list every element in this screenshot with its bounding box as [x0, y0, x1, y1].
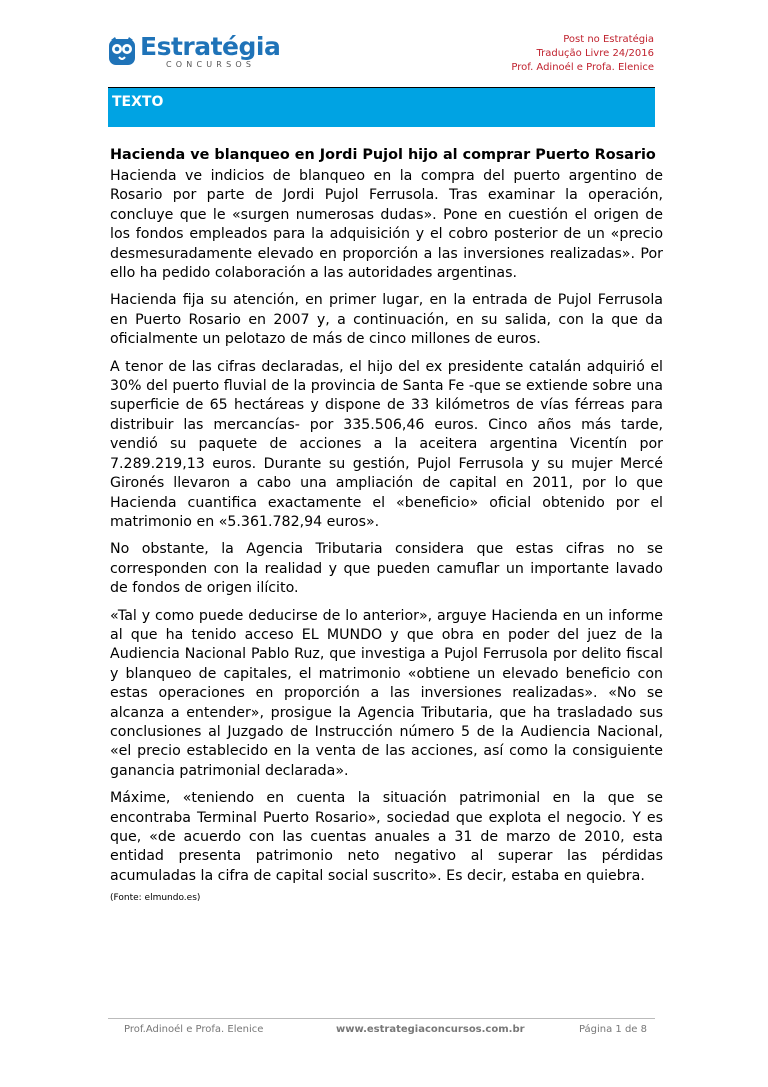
article-source: (Fonte: elmundo.es)	[110, 893, 201, 904]
header-meta	[511, 33, 654, 75]
header-meta-line: Prof. Adinoél e Profa. Elenice	[511, 62, 654, 73]
article-paragraph: A tenor de las cifras declaradas, el hijo del ex presidente catalán adquirió el 30% del puerto fluvial de la provincia de Santa Fe -que se extiende sobre una superficie de 65 hectáreas y dispone de 33 kilómetros de vías férreas para distribuir las mercancías- por 335.506,46 euros. Cinco años más tarde, vendió su paquete de acciones a la aceitera argentina Vicentín por 7.289.219,13 euros. Durante su gestión, Pujol Ferrusola y su mujer Mercé Gironés llevaron a cabo una ampliación de capital en 2011, por lo que Hacienda cuantifica exactamente el «beneficio» oficial obtenido por el matrimonio en «5.361.782,94 euros».	[110, 358, 663, 530]
article-title: Hacienda ve blanqueo en Jordi Pujol hijo al comprar Puerto Rosario	[110, 147, 656, 163]
section-label: TEXTO	[112, 94, 164, 110]
header-meta-line: Tradução Livre 24/2016	[536, 48, 654, 59]
footer-website-link[interactable]: www.estrategiaconcursos.com.br	[336, 1024, 525, 1035]
article-paragraph: Máxime, «teniendo en cuenta la situación patrimonial en la que se encontraba Terminal Puerto Rosario», sociedad que explota el negocio. Y es que, «de acuerdo con las cuentas anuales a 31 de marzo de 2010, esta entidad presenta patrimonio neto negativo al superar las pérdidas acumuladas la cifra de capital social suscrito». Es decir, estaba en quiebra.	[110, 790, 663, 884]
article-body	[110, 145, 663, 904]
logo-wordmark: Estratégia	[140, 32, 281, 61]
header-meta-line: Post no Estratégia	[563, 34, 654, 45]
page-footer	[108, 1018, 655, 1039]
article-paragraph: «Tal y como puede deducirse de lo anterior», arguye Hacienda en un informe al que ha tenido acceso EL MUNDO y que obra en poder del juez de la Audiencia Nacional Pablo Ruz, que investiga a Pujol Ferrusola por delito fiscal y blanqueo de capitales, el matrimonio «obtiene un elevado beneficio con estas operaciones en proporción a las inversiones realizadas». «No se alcanza a entender», prosigue la Agencia Tributaria, que ha trasladado sus conclusiones al Juzgado de Instrucción número 5 de la Audiencia Nacional, «el precio establecido en la venta de las acciones, así como la consiguiente ganancia patrimonial declarada».	[110, 607, 663, 779]
article-paragraph: No obstante, la Agencia Tributaria considera que estas cifras no se corresponden con la realidad y que pueden camuflar un importante lavado de fondos de origen ilícito.	[110, 541, 663, 597]
article-paragraph: Hacienda fija su atención, en primer lugar, en la entrada de Pujol Ferrusola en Puerto Rosario en 2007 y, a continuación, en su salida, con la que da oficialmente un pelotazo de más de cinco millones de euros.	[110, 292, 663, 348]
owl-logo-icon	[108, 36, 136, 66]
section-header-bar	[108, 87, 655, 127]
article-paragraph: Hacienda ve indicios de blanqueo en la compra del puerto argentino de Rosario por parte de Jordi Pujol Ferrusola. Tras examinar la operación, concluye que le «surgen numerosas dudas». Pone en cuestión el origen de los fondos empleados para la adquisición y el cobro posterior de un «precio desmesuradamente elevado en proporción a las inversiones realizadas». Por ello ha pedido colaboración a las autoridades argentinas.	[110, 168, 663, 282]
footer-author: Prof.Adinoél e Profa. Elenice	[124, 1024, 264, 1035]
footer-page-number: Página 1 de 8	[578, 1024, 647, 1035]
brand-logo	[108, 32, 281, 74]
logo-subtext: CONCURSOS	[166, 60, 256, 69]
